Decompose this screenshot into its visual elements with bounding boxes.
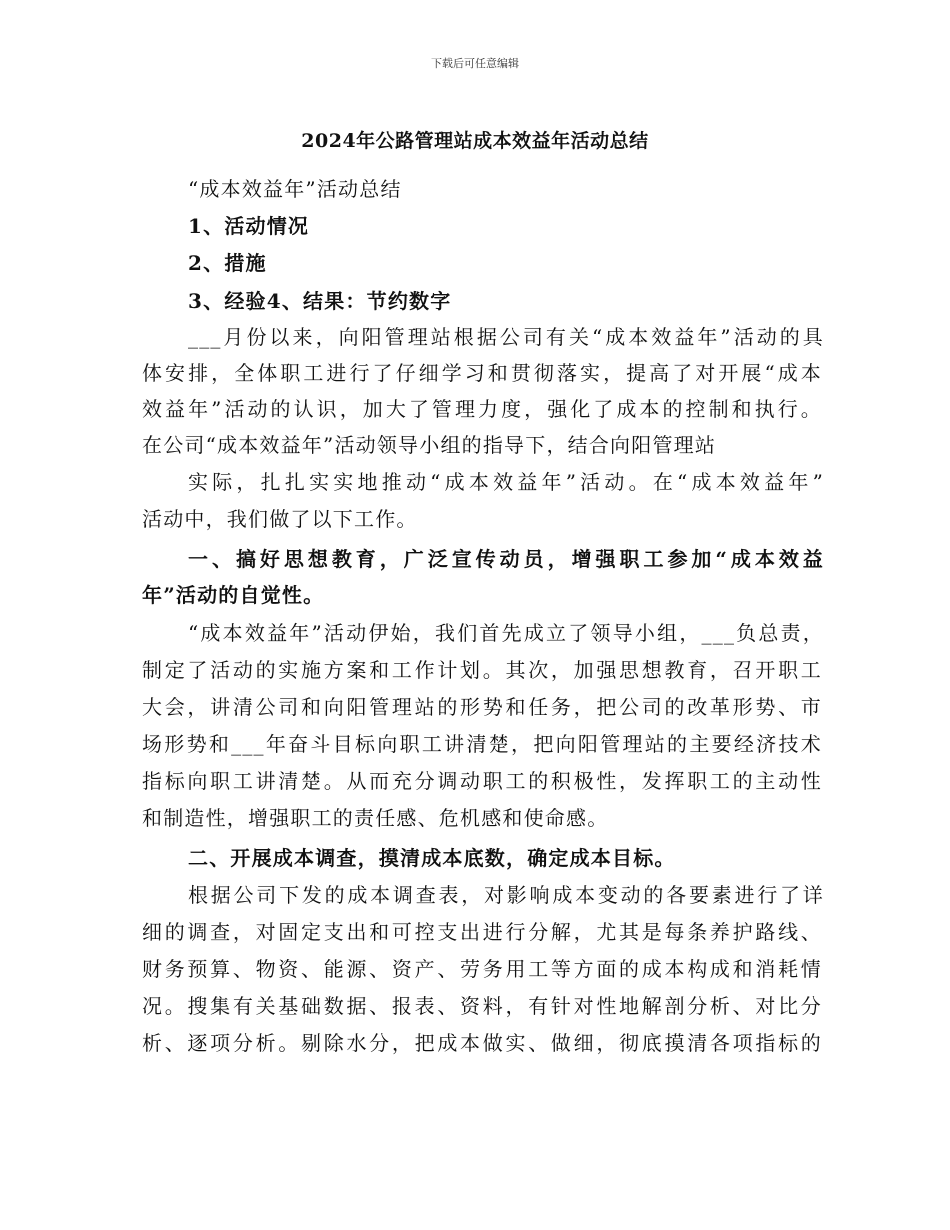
paragraph-line: 析、逐项分析。剔除水分，把成本做实、做细，彻底摸清各项指标的 xyxy=(142,1031,822,1055)
paragraph-line: 活动中，我们做了以下工作。 xyxy=(142,507,418,531)
outline-item-3: 3、经验4、结果：节约数字 xyxy=(188,289,452,313)
paragraph-line: 指标向职工讲清楚。从而充分调动职工的积极性，发挥职工的主动性 xyxy=(142,769,822,793)
subtitle-line: “成本效益年”活动总结 xyxy=(188,177,402,201)
paragraph-line: 实际，扎扎实实地推动“成本效益年”活动。在“成本效益年” xyxy=(188,470,824,494)
paragraph-line: 场形势和___年奋斗目标向职工讲清楚，把向阳管理站的主要经济技术 xyxy=(142,732,822,756)
paragraph-line: 和制造性，增强职工的责任感、危机感和使命感。 xyxy=(142,806,609,830)
section-heading-1: 一、搞好思想教育，广泛宣传动员，增强职工参加“成本效益 xyxy=(188,547,824,571)
paragraph-line: 财务预算、物资、能源、资产、劳务用工等方面的成本构成和消耗情 xyxy=(142,957,822,981)
document-title: 2024年公路管理站成本效益年活动总结 xyxy=(301,130,649,152)
paragraph-line: 细的调查，对固定支出和可控支出进行分解，尤其是每条养护路线、 xyxy=(142,920,822,944)
paragraph-line: 体安排，全体职工进行了仔细学习和贯彻落实，提高了对开展“成本 xyxy=(142,361,822,385)
paragraph-line: 效益年”活动的认识，加大了管理力度，强化了成本的控制和执行。 xyxy=(142,397,822,421)
paragraph-line: ___月份以来，向阳管理站根据公司有关“成本效益年”活动的具 xyxy=(188,325,824,349)
outline-item-1: 1、活动情况 xyxy=(188,214,310,238)
paragraph-line: 制定了活动的实施方案和工作计划。其次，加强思想教育，召开职工 xyxy=(142,658,822,682)
section-heading-1-cont: 年”活动的自觉性。 xyxy=(142,583,325,607)
section-heading-2: 二、开展成本调查，摸清成本底数，确定成本目标。 xyxy=(188,846,676,870)
paragraph-line: 在公司“成本效益年”活动领导小组的指导下，结合向阳管理站 xyxy=(142,433,717,457)
outline-item-2: 2、措施 xyxy=(188,251,267,275)
paragraph-line: “成本效益年”活动伊始，我们首先成立了领导小组，___负总责， xyxy=(188,621,824,645)
header-note: 下载后可任意编辑 xyxy=(431,57,519,70)
paragraph-line: 况。搜集有关基础数据、报表、资料，有针对性地解剖分析、对比分 xyxy=(142,994,822,1018)
paragraph-line: 根据公司下发的成本调查表，对影响成本变动的各要素进行了详 xyxy=(188,883,824,907)
paragraph-line: 大会，讲清公司和向阳管理站的形势和任务，把公司的改革形势、市 xyxy=(142,695,822,719)
